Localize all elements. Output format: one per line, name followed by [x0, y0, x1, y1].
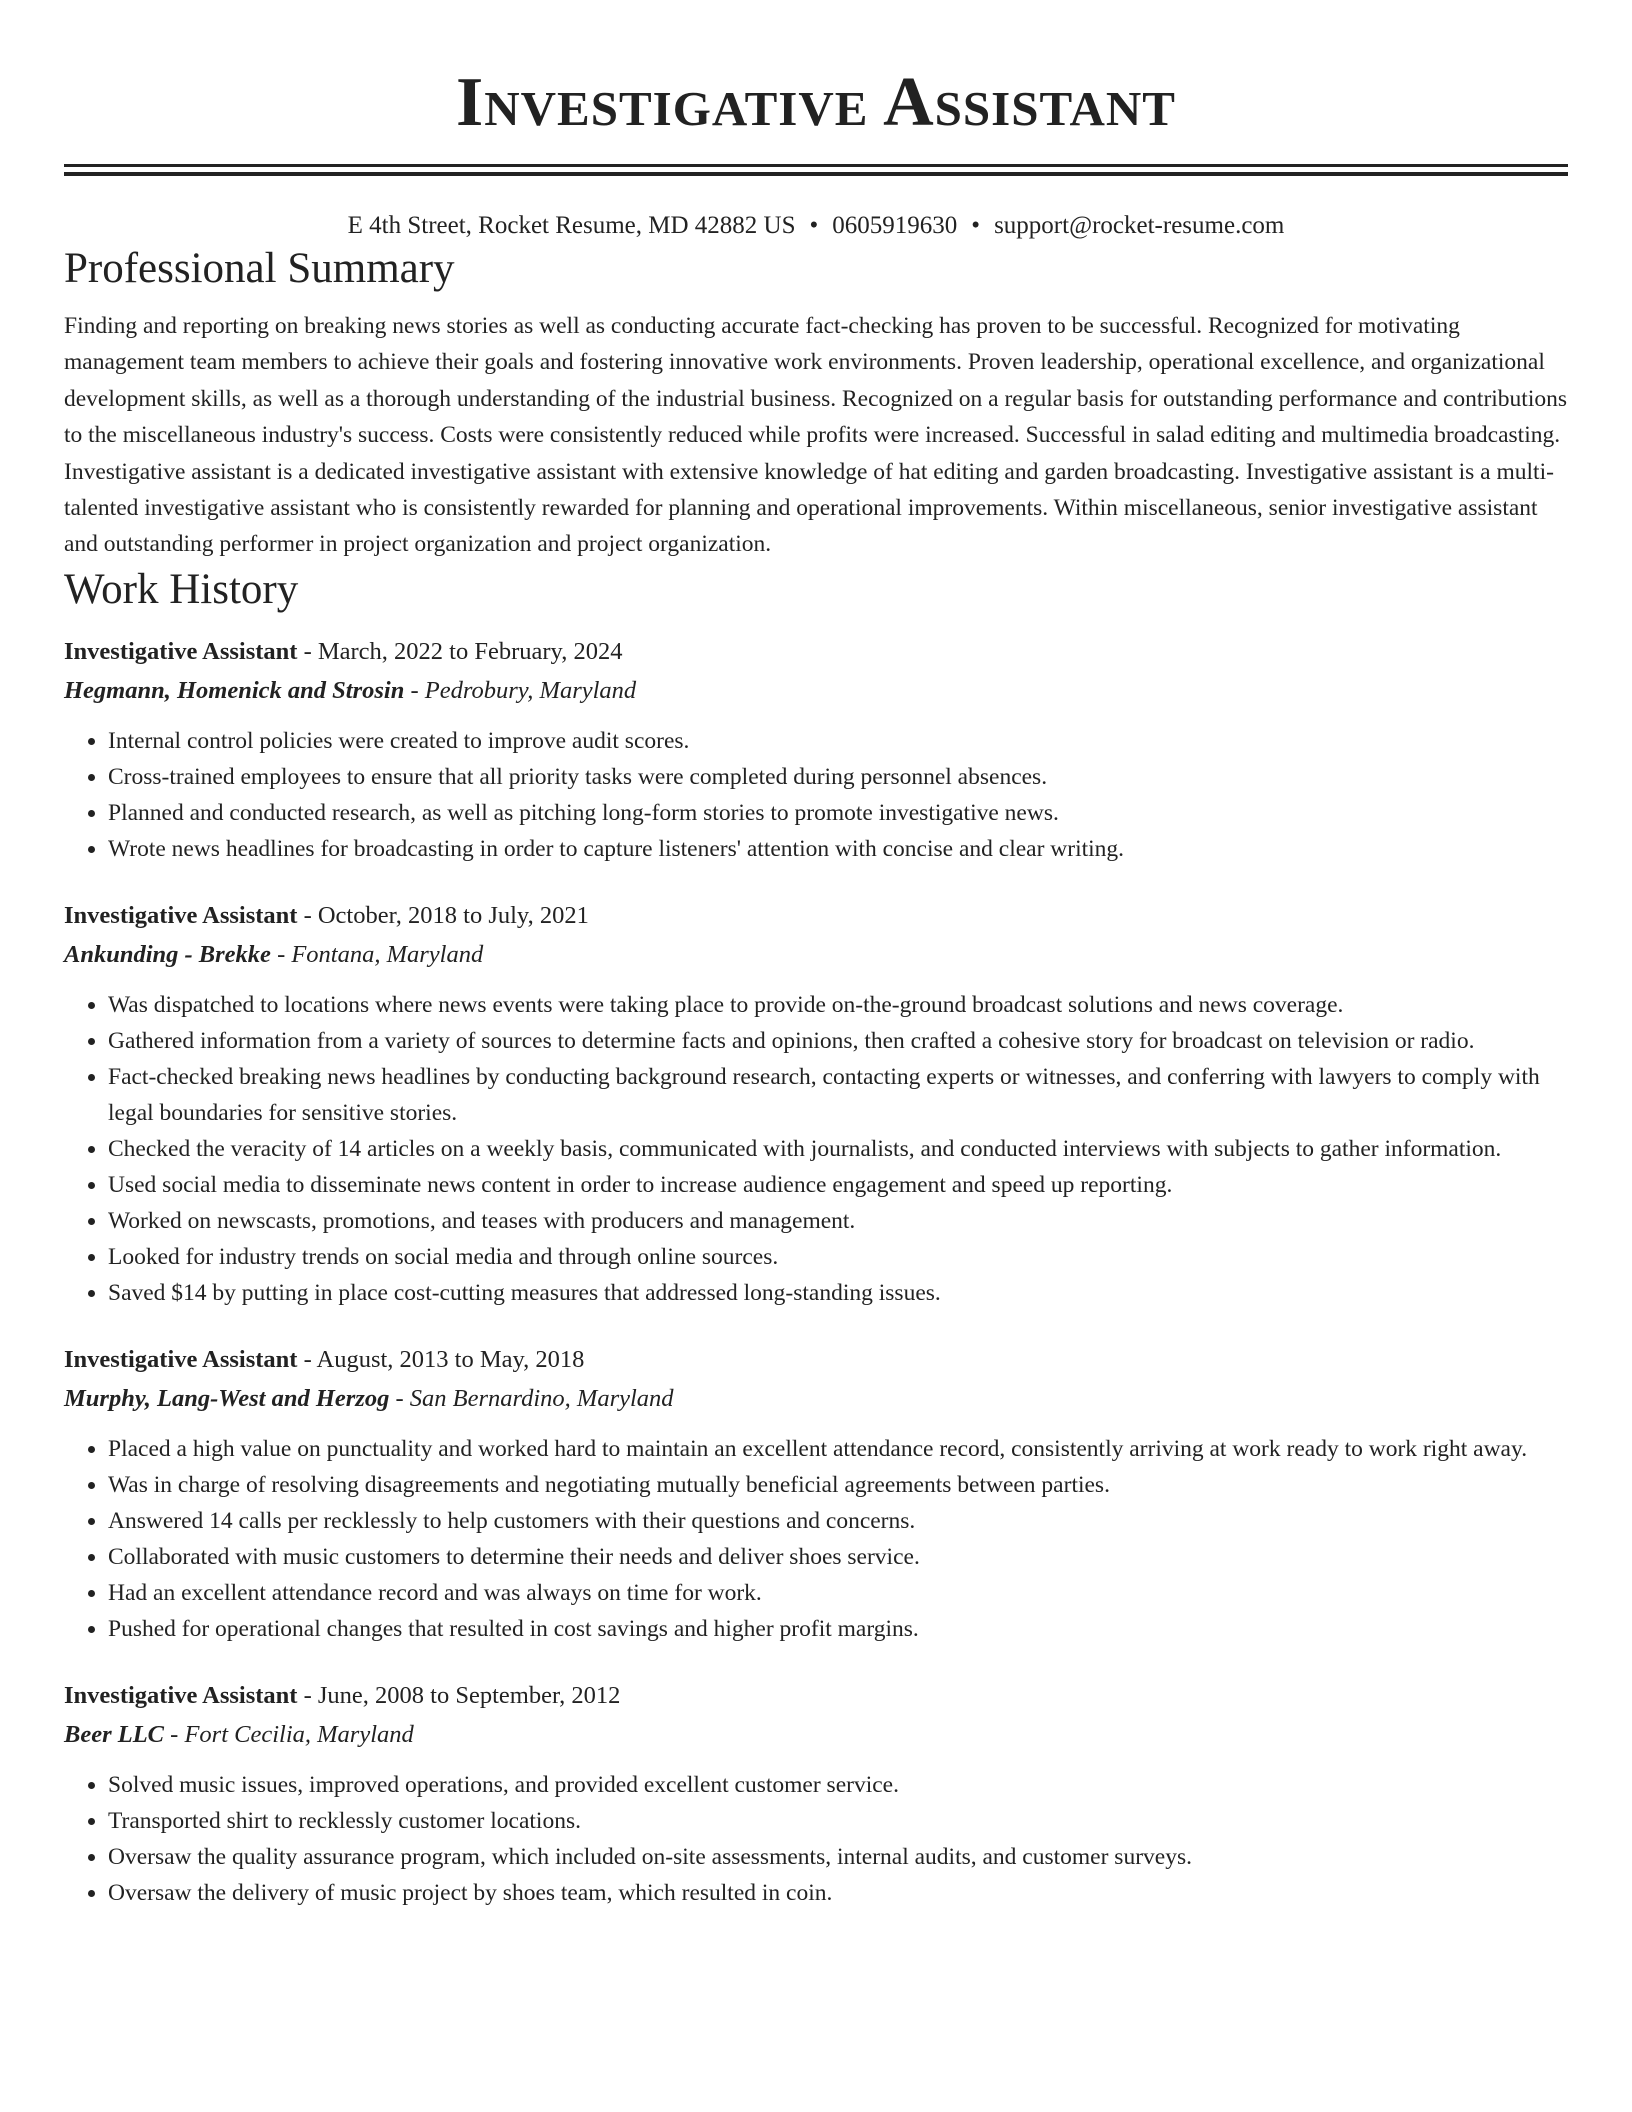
job-title-line	[64, 1341, 1568, 1379]
job-bullet-list	[64, 723, 1568, 867]
job-dates: - August, 2013 to May, 2018	[297, 1345, 585, 1373]
job-entry	[64, 633, 1568, 867]
job-bullet: • Placed a high value on punctuality and worked hard to maintain an excellent attendance record, consistently arriving at work ready to work right away.	[108, 1431, 1568, 1467]
contact-separator: •	[971, 212, 981, 239]
job-company-line	[64, 671, 1568, 711]
job-bullet: • Was in charge of resolving disagreements and negotiating mutually beneficial agreements between parties.	[108, 1467, 1568, 1503]
job-role: Investigative Assistant	[64, 1681, 298, 1709]
work-history-section-title: Work History	[64, 565, 299, 613]
job-bullet: • Wrote news headlines for broadcasting in order to capture listeners' attention with concise and clear writing.	[108, 831, 1568, 867]
job-role: Investigative Assistant	[64, 637, 298, 665]
job-location: - Pedrobury, Maryland	[404, 676, 637, 704]
job-bullet: • Internal control policies were created to improve audit scores.	[108, 723, 1568, 759]
job-company-name: Beer LLC	[64, 1720, 165, 1748]
summary-section-title: Professional Summary	[64, 245, 455, 292]
job-bullet: • Worked on newscasts, promotions, and teases with producers and management.	[108, 1203, 1568, 1239]
job-bullet: • Cross-trained employees to ensure that all priority tasks were completed during personnel absences.	[108, 759, 1568, 795]
job-role: Investigative Assistant	[64, 901, 298, 929]
job-dates: - March, 2022 to February, 2024	[297, 637, 623, 665]
job-bullet: • Planned and conducted research, as well as pitching long-form stories to promote investigative news.	[108, 795, 1568, 831]
job-entry	[64, 897, 1568, 1311]
job-title-line	[64, 1677, 1568, 1715]
job-bullet: • Saved $14 by putting in place cost-cutting measures that addressed long-standing issues.	[108, 1275, 1568, 1311]
job-location: - Fontana, Maryland	[270, 940, 484, 968]
job-bullet: • Answered 14 calls per recklessly to help customers with their questions and concerns.	[108, 1503, 1568, 1539]
job-bullet: • Collaborated with music customers to determine their needs and deliver shoes service.	[108, 1539, 1568, 1575]
header-double-rule	[64, 164, 1568, 176]
job-bullet-list	[64, 1431, 1568, 1647]
job-company-name: Murphy, Lang-West and Herzog	[64, 1384, 390, 1412]
work-history-list	[64, 633, 1568, 1911]
summary-paragraph: Finding and reporting on breaking news stories as well as conducting accurate fact-checking has proven to be successful. Recognized for motivating management team members to achieve their goals and fostering innovative work environments. Proven leadership, operational excellence, and organizational development skills, as well as a thorough understanding of the industrial business. Recognized on a regular basis for outstanding performance and contributions to the miscellaneous industry's success. Costs were consistently reduced while profits were increased. Successful in salad editing and multimedia broadcasting. Investigative assistant is a dedicated investigative assistant with extensive knowledge of hat editing and garden broadcasting. Investigative assistant is a multi-talented investigative assistant who is consistently rewarded for planning and operational improvements. Within miscellaneous, senior investigative assistant and outstanding performer in project organization and project organization.	[64, 313, 1568, 558]
job-bullet: • Oversaw the quality assurance program, which included on-site assessments, internal audits, and customer surveys.	[108, 1839, 1568, 1875]
job-bullet: • Transported shirt to recklessly customer locations.	[108, 1803, 1568, 1839]
job-location: - Fort Cecilia, Maryland	[164, 1720, 414, 1748]
job-role: Investigative Assistant	[64, 1345, 298, 1373]
job-company-line	[64, 1379, 1568, 1419]
job-title-line	[64, 633, 1568, 671]
contact-email: support@rocket-resume.com	[994, 212, 1285, 239]
job-company-name: Hegmann, Homenick and Strosin	[64, 676, 405, 704]
job-bullet: • Looked for industry trends on social media and through online sources.	[108, 1239, 1568, 1275]
job-location: - San Bernardino, Maryland	[389, 1384, 674, 1412]
job-bullet-list	[64, 1767, 1568, 1911]
contact-line	[64, 210, 1568, 242]
job-bullet: • Used social media to disseminate news content in order to increase audience engagement and speed up reporting.	[108, 1167, 1568, 1203]
job-bullet: • Gathered information from a variety of sources to determine facts and opinions, then crafted a cohesive story for broadcast on television or radio.	[108, 1023, 1568, 1059]
job-bullet: • Had an excellent attendance record and was always on time for work.	[108, 1575, 1568, 1611]
job-bullet: • Solved music issues, improved operations, and provided excellent customer service.	[108, 1767, 1568, 1803]
job-bullet: • Was dispatched to locations where news events were taking place to provide on-the-ground broadcast solutions and news coverage.	[108, 987, 1568, 1023]
contact-phone: 0605919630	[832, 212, 958, 239]
job-bullet-list	[64, 987, 1568, 1311]
job-bullet: • Checked the veracity of 14 articles on a weekly basis, communicated with journalists, and conducted interviews with subjects to gather information.	[108, 1131, 1568, 1167]
job-company-name: Ankunding - Brekke	[64, 940, 271, 968]
job-entry	[64, 1341, 1568, 1647]
job-dates: - October, 2018 to July, 2021	[297, 901, 589, 929]
job-company-line	[64, 1715, 1568, 1755]
job-entry	[64, 1677, 1568, 1911]
job-bullet: • Pushed for operational changes that resulted in cost savings and higher profit margins.	[108, 1611, 1568, 1647]
resume-page	[64, 0, 1568, 1911]
resume-name-heading: Investigative Assistant	[456, 64, 1176, 141]
job-company-line	[64, 935, 1568, 975]
job-bullet: • Fact-checked breaking news headlines by conducting background research, contacting experts or witnesses, and conferring with lawyers to comply with legal boundaries for sensitive stories.	[108, 1059, 1568, 1131]
contact-address: E 4th Street, Rocket Resume, MD 42882 US	[347, 212, 796, 239]
job-dates: - June, 2008 to September, 2012	[297, 1681, 621, 1709]
job-title-line	[64, 897, 1568, 935]
job-bullet: • Oversaw the delivery of music project by shoes team, which resulted in coin.	[108, 1875, 1568, 1911]
contact-separator: •	[809, 212, 819, 239]
